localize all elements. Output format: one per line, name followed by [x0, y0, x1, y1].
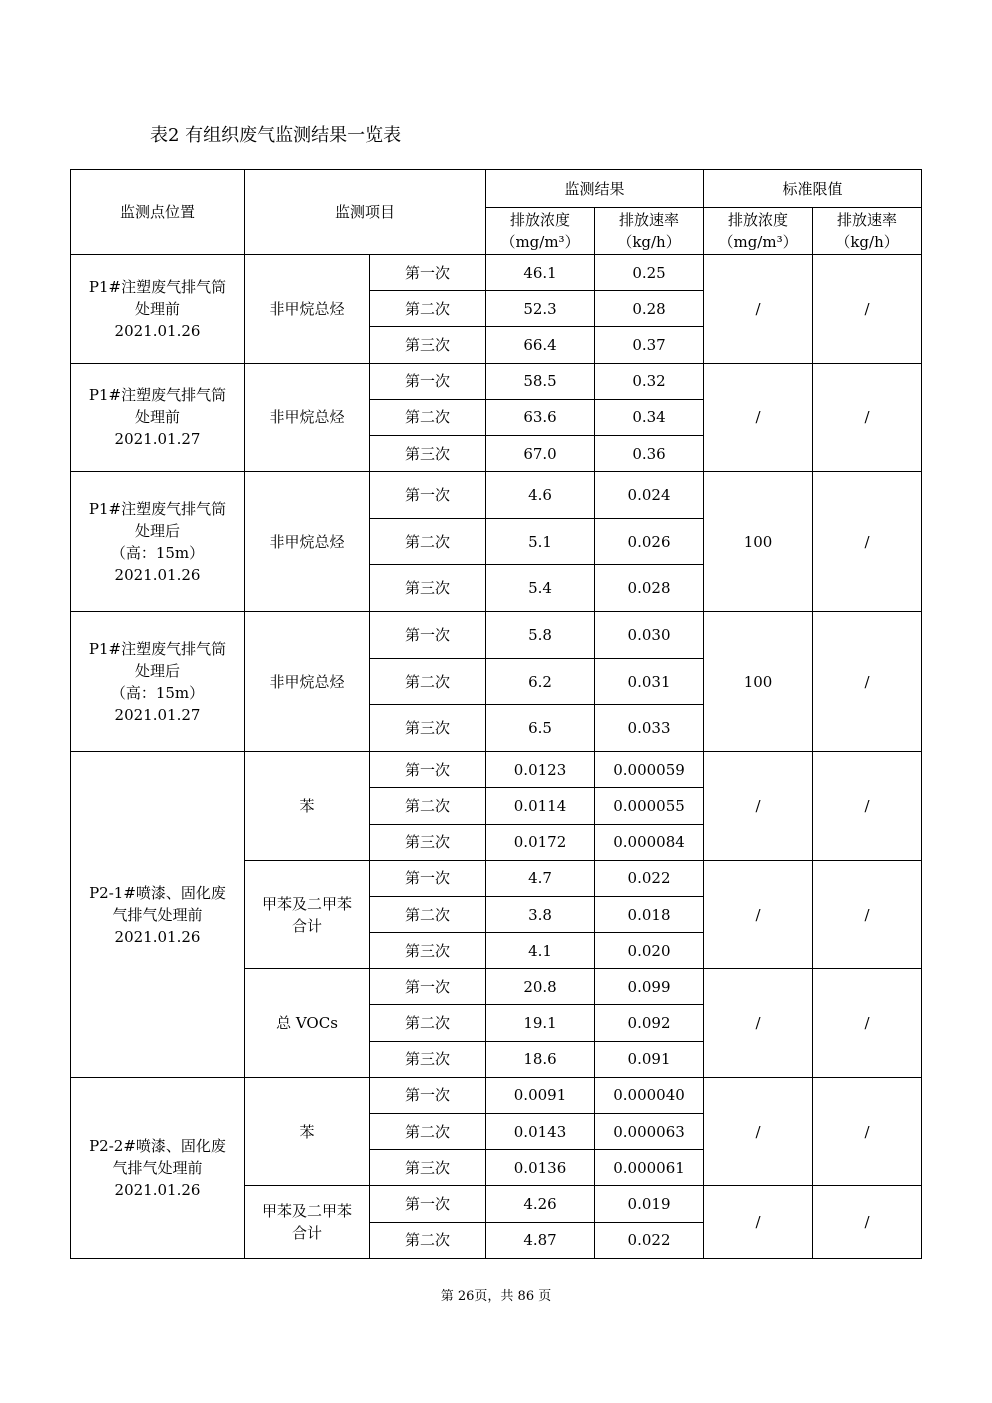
sample-number-cell: 第三次	[370, 933, 486, 969]
result-conc-cell: 20.8	[486, 969, 595, 1005]
table-title: 表2 有组织废气监测结果一览表	[150, 125, 402, 146]
result-rate-cell: 0.000059	[595, 752, 704, 788]
result-rate-cell: 0.091	[595, 1041, 704, 1077]
item-cell: 总 VOCs	[245, 969, 370, 1078]
result-rate-cell: 0.022	[595, 860, 704, 896]
sample-number-cell: 第二次	[370, 788, 486, 824]
result-conc-cell: 0.0114	[486, 788, 595, 824]
result-conc-cell: 0.0143	[486, 1114, 595, 1150]
result-rate-cell: 0.030	[595, 612, 704, 659]
limit-rate-cell: /	[813, 472, 922, 612]
sample-number-cell: 第一次	[370, 363, 486, 399]
header-limit-conc: 排放浓度 （mg/m³）	[704, 208, 813, 255]
result-conc-cell: 67.0	[486, 435, 595, 471]
result-rate-cell: 0.099	[595, 969, 704, 1005]
header-limit-rate: 排放速率 （kg/h）	[813, 208, 922, 255]
sample-number-cell: 第一次	[370, 860, 486, 896]
result-rate-cell: 0.028	[595, 565, 704, 612]
result-rate-cell: 0.000084	[595, 824, 704, 860]
result-conc-cell: 3.8	[486, 896, 595, 932]
item-cell: 苯	[245, 1077, 370, 1186]
item-cell: 非甲烷总烃	[245, 255, 370, 364]
result-rate-cell: 0.019	[595, 1186, 704, 1222]
item-cell: 苯	[245, 752, 370, 861]
limit-rate-cell: /	[813, 969, 922, 1078]
table-row	[71, 363, 922, 399]
result-rate-cell: 0.026	[595, 518, 704, 565]
sample-number-cell: 第二次	[370, 896, 486, 932]
sample-number-cell: 第二次	[370, 1222, 486, 1258]
result-conc-cell: 0.0136	[486, 1150, 595, 1186]
result-rate-cell: 0.031	[595, 658, 704, 705]
sample-number-cell: 第一次	[370, 752, 486, 788]
result-conc-cell: 4.6	[486, 472, 595, 519]
location-cell: P1#注塑废气排气筒 处理后 （高：15m） 2021.01.26	[71, 472, 245, 612]
location-cell: P2-2#喷漆、固化废 气排气处理前 2021.01.26	[71, 1077, 245, 1258]
sample-number-cell: 第一次	[370, 1186, 486, 1222]
result-conc-cell: 0.0172	[486, 824, 595, 860]
sample-number-cell: 第一次	[370, 1077, 486, 1113]
header-result-rate: 排放速率 （kg/h）	[595, 208, 704, 255]
header-result-conc: 排放浓度 （mg/m³）	[486, 208, 595, 255]
location-cell: P1#注塑废气排气筒 处理前 2021.01.27	[71, 363, 245, 472]
sample-number-cell: 第一次	[370, 612, 486, 659]
result-rate-cell: 0.022	[595, 1222, 704, 1258]
limit-rate-cell: /	[813, 860, 922, 969]
limit-conc-cell: /	[704, 363, 813, 472]
sample-number-cell: 第一次	[370, 255, 486, 291]
item-cell: 甲苯及二甲苯 合计	[245, 1186, 370, 1259]
result-conc-cell: 63.6	[486, 399, 595, 435]
limit-rate-cell: /	[813, 1186, 922, 1259]
location-cell: P1#注塑废气排气筒 处理前 2021.01.26	[71, 255, 245, 364]
result-conc-cell: 52.3	[486, 291, 595, 327]
limit-rate-cell: /	[813, 752, 922, 861]
header-location: 监测点位置	[71, 170, 245, 255]
limit-conc-cell: /	[704, 255, 813, 364]
table-row	[71, 1077, 922, 1113]
result-conc-cell: 4.87	[486, 1222, 595, 1258]
sample-number-cell: 第一次	[370, 472, 486, 519]
limit-rate-cell: /	[813, 363, 922, 472]
result-conc-cell: 0.0091	[486, 1077, 595, 1113]
result-conc-cell: 19.1	[486, 1005, 595, 1041]
result-conc-cell: 6.5	[486, 705, 595, 752]
result-rate-cell: 0.34	[595, 399, 704, 435]
result-rate-cell: 0.024	[595, 472, 704, 519]
result-rate-cell: 0.092	[595, 1005, 704, 1041]
result-rate-cell: 0.000055	[595, 788, 704, 824]
location-cell: P1#注塑废气排气筒 处理后 （高：15m） 2021.01.27	[71, 612, 245, 752]
result-conc-cell: 6.2	[486, 658, 595, 705]
result-rate-cell: 0.000061	[595, 1150, 704, 1186]
sample-number-cell: 第三次	[370, 565, 486, 612]
table-row	[71, 255, 922, 291]
result-conc-cell: 58.5	[486, 363, 595, 399]
result-conc-cell: 4.7	[486, 860, 595, 896]
result-conc-cell: 5.1	[486, 518, 595, 565]
limit-rate-cell: /	[813, 255, 922, 364]
item-cell: 非甲烷总烃	[245, 612, 370, 752]
table-row	[71, 752, 922, 788]
result-conc-cell: 46.1	[486, 255, 595, 291]
limit-conc-cell: /	[704, 1186, 813, 1259]
item-cell: 非甲烷总烃	[245, 472, 370, 612]
result-rate-cell: 0.033	[595, 705, 704, 752]
limit-conc-cell: 100	[704, 472, 813, 612]
limit-rate-cell: /	[813, 1077, 922, 1186]
limit-rate-cell: /	[813, 612, 922, 752]
result-conc-cell: 4.1	[486, 933, 595, 969]
result-rate-cell: 0.000063	[595, 1114, 704, 1150]
result-rate-cell: 0.32	[595, 363, 704, 399]
limit-conc-cell: /	[704, 752, 813, 861]
sample-number-cell: 第一次	[370, 969, 486, 1005]
limit-conc-cell: /	[704, 969, 813, 1078]
sample-number-cell: 第三次	[370, 1150, 486, 1186]
header-item: 监测项目	[245, 170, 486, 255]
sample-number-cell: 第三次	[370, 435, 486, 471]
limit-conc-cell: /	[704, 860, 813, 969]
result-rate-cell: 0.020	[595, 933, 704, 969]
item-cell: 非甲烷总烃	[245, 363, 370, 472]
result-rate-cell: 0.25	[595, 255, 704, 291]
result-rate-cell: 0.28	[595, 291, 704, 327]
sample-number-cell: 第二次	[370, 399, 486, 435]
location-cell: P2-1#喷漆、固化废 气排气处理前 2021.01.26	[71, 752, 245, 1078]
result-rate-cell: 0.37	[595, 327, 704, 363]
sample-number-cell: 第二次	[370, 291, 486, 327]
limit-conc-cell: 100	[704, 612, 813, 752]
monitoring-results-table	[70, 169, 922, 1259]
sample-number-cell: 第二次	[370, 658, 486, 705]
sample-number-cell: 第二次	[370, 1005, 486, 1041]
result-conc-cell: 18.6	[486, 1041, 595, 1077]
result-conc-cell: 4.26	[486, 1186, 595, 1222]
result-rate-cell: 0.000040	[595, 1077, 704, 1113]
header-results: 监测结果	[486, 170, 704, 208]
result-rate-cell: 0.36	[595, 435, 704, 471]
table-row	[71, 612, 922, 659]
page-footer: 第 26页，共 86 页	[440, 1289, 552, 1304]
sample-number-cell: 第二次	[370, 518, 486, 565]
result-conc-cell: 5.8	[486, 612, 595, 659]
result-conc-cell: 66.4	[486, 327, 595, 363]
sample-number-cell: 第三次	[370, 327, 486, 363]
sample-number-cell: 第三次	[370, 705, 486, 752]
table-row	[71, 472, 922, 519]
result-conc-cell: 5.4	[486, 565, 595, 612]
header-limits: 标准限值	[704, 170, 922, 208]
result-rate-cell: 0.018	[595, 896, 704, 932]
sample-number-cell: 第三次	[370, 1041, 486, 1077]
item-cell: 甲苯及二甲苯 合计	[245, 860, 370, 969]
sample-number-cell: 第二次	[370, 1114, 486, 1150]
results-body	[71, 255, 922, 1259]
result-conc-cell: 0.0123	[486, 752, 595, 788]
limit-conc-cell: /	[704, 1077, 813, 1186]
sample-number-cell: 第三次	[370, 824, 486, 860]
